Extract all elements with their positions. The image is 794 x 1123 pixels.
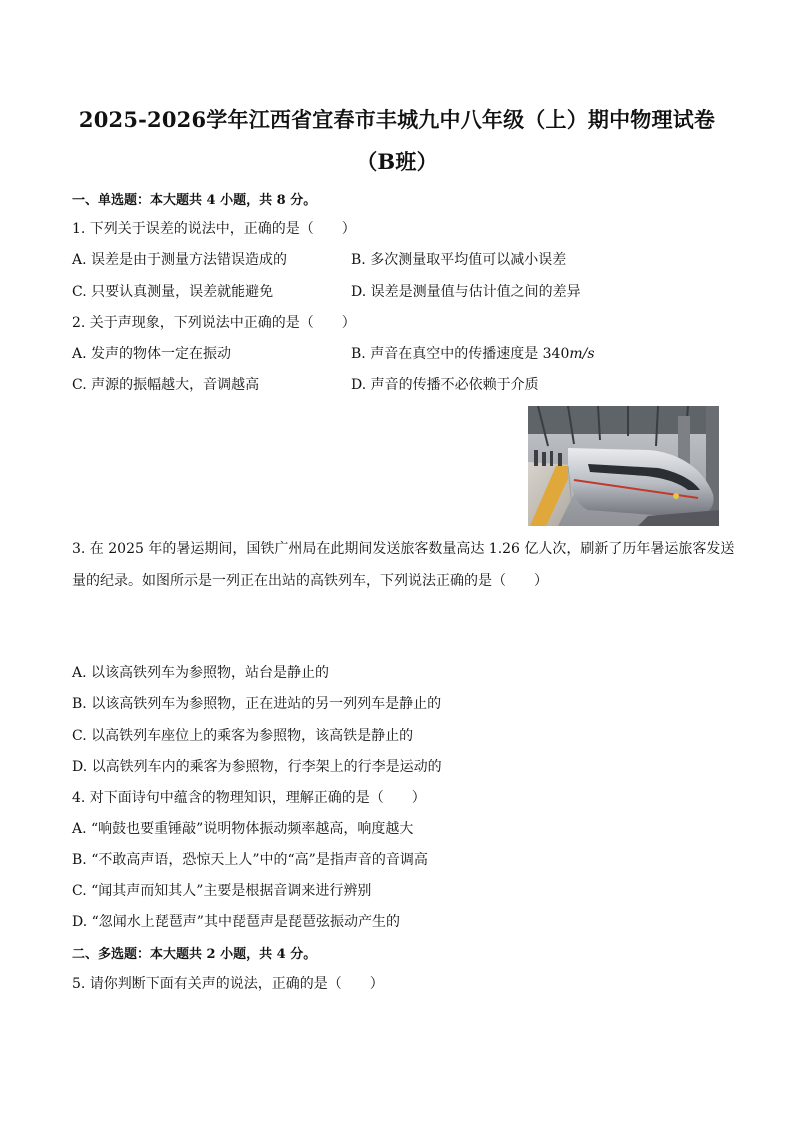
question-5-stem: 5. 请你判断下面有关声的说法，正确的是（ ） (72, 976, 384, 992)
question-3-stem-line-2: 量的纪录。如图所示是一列正在出站的高铁列车，下列说法正确的是（ ） (72, 573, 548, 589)
exam-subtitle: （B班） (356, 149, 438, 174)
question-3-option-a: A. 以该高铁列车为参照物，站台是静止的 (72, 665, 330, 681)
question-3-option-b: B. 以该高铁列车为参照物，正在进站的另一列列车是静止的 (72, 696, 442, 712)
question-4-option-d: D. “忽闻水上琵琶声”其中琵琶声是琵琶弦振动产生的 (72, 914, 400, 930)
high-speed-train-photo (528, 406, 719, 526)
question-2-option-c: C. 声源的振幅越大，音调越高 (72, 377, 260, 393)
exam-title: 2025-2026学年江西省宜春市丰城九中八年级（上）期中物理试卷 (78, 107, 716, 132)
question-4-stem: 4. 对下面诗句中蕴含的物理知识，理解正确的是（ ） (72, 790, 426, 806)
question-4-option-b: B. “不敢高声语，恐惊天上人”中的“高”是指声音的音调高 (72, 852, 428, 868)
question-2-option-a: A. 发声的物体一定在振动 (72, 346, 232, 362)
question-4-option-a: A. “响鼓也要重锤敲”说明物体振动频率越高，响度越大 (72, 821, 414, 837)
section-multiple-choice-heading: 二、多选题：本大题共 2 小题，共 4 分。 (72, 947, 317, 962)
question-1-option-d: D. 误差是测量值与估计值之间的差异 (351, 284, 581, 300)
section-single-choice-heading: 一、单选题：本大题共 4 小题，共 8 分。 (72, 193, 317, 208)
question-1-option-c: C. 只要认真测量，误差就能避免 (72, 284, 274, 300)
question-1-stem: 1. 下列关于误差的说法中，正确的是（ ） (72, 221, 356, 237)
question-2-option-b-text: B. 声音在真空中的传播速度是 340 (351, 346, 570, 362)
question-3-stem-line-1: 3. 在 2025 年的暑运期间，国铁广州局在此期间发送旅客数量高达 1.26 亿人次，刷新了历年暑运旅客发送 (72, 541, 735, 557)
question-3-option-d: D. 以高铁列车内的乘客为参照物，行李架上的行李是运动的 (72, 759, 442, 775)
question-4-option-c: C. “闻其声而知其人”主要是根据音调来进行辨别 (72, 883, 372, 899)
question-2-stem: 2. 关于声现象，下列说法中正确的是（ ） (72, 315, 356, 331)
question-2-option-d: D. 声音的传播不必依赖于介质 (351, 377, 539, 393)
question-3-option-c: C. 以高铁列车座位上的乘客为参照物，该高铁是静止的 (72, 728, 414, 744)
speed-unit: m/s (569, 346, 595, 362)
question-1-option-b: B. 多次测量取平均值可以减小误差 (351, 252, 567, 268)
question-2-option-b (351, 343, 595, 363)
question-1-option-a: A. 误差是由于测量方法错误造成的 (72, 252, 288, 268)
